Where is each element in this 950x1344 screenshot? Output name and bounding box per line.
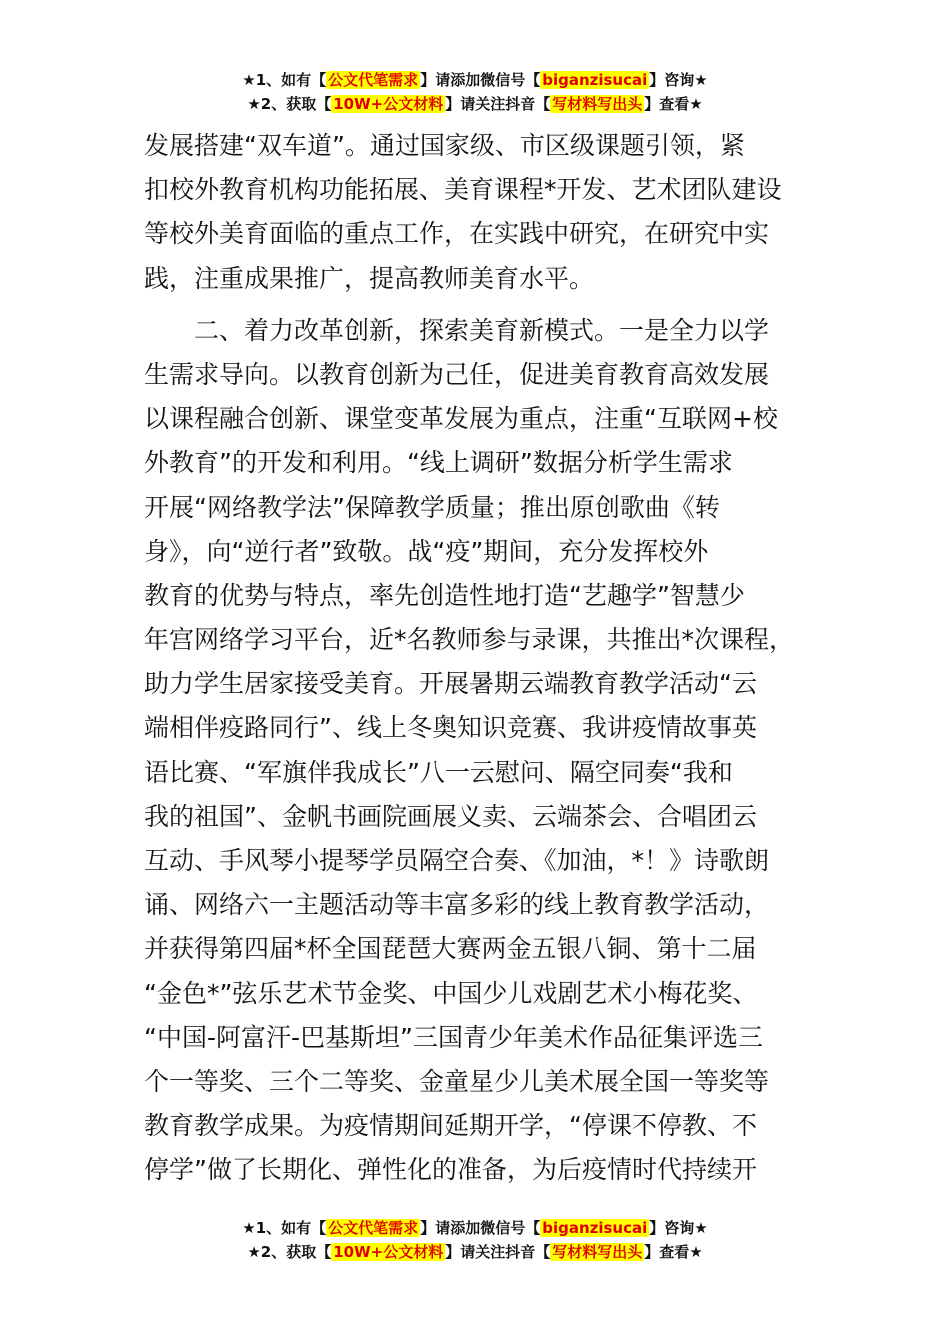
text-line: 践，注重成果推广，提高教师美育水平。 [144,263,595,293]
banner-highlight: biganzisucai [542,71,648,89]
text-line: 等校外美育面临的重点工作，在实践中研究，在研究中实 [144,219,770,249]
text-line: 身》，向“逆行者”致敬。战“疫”期间，充分发挥校外 [144,536,709,566]
banner-text: 】请关注抖音【 [445,1243,551,1261]
text-line: 二、着力改革创新，探索美育新模式。一是全力以学 [194,315,770,345]
banner-line-2 [0,92,950,116]
paragraph-2 [144,309,844,1193]
banner-text: 】请关注抖音【 [445,95,551,113]
header-banner [0,68,950,116]
footer-banner [0,1216,950,1264]
text-line: 并获得第四届*杯全国琵琶大赛两金五银八铜、第十二届 [144,934,757,964]
banner-text: ★2、获取【 [247,1243,332,1261]
text-line: 扣校外教育机构功能拓展、美育课程*开发、艺术团队建设 [144,175,782,205]
banner-highlight: 10W+公文材料 [333,95,444,113]
banner-text: ★2、获取【 [247,95,332,113]
text-line: 停学”做了长期化、弹性化的准备，为后疫情时代持续开 [144,1155,757,1185]
paragraph-gap [144,301,844,309]
banner-text: 】请添加微信号【 [420,71,541,89]
text-line: 发展搭建“双车道”。通过国家级、市区级课题引领，紧 [144,131,745,160]
document-body [144,124,844,1193]
banner-text: 】咨询★ [649,71,708,89]
text-line: 教育的优势与特点，率先创造性地打造“艺趣学”智慧少 [144,580,745,610]
text-line: 开展“网络教学法”保障教学质量；推出原创歌曲《转 [144,492,720,522]
text-line: 我的祖国”、金帆书画院画展义卖、云端茶会、合唱团云 [144,801,757,831]
text-line: 端相伴疫路同行”、线上冬奥知识竞赛、我讲疫情故事英 [144,713,757,743]
banner-text: 】查看★ [644,95,703,113]
banner-highlight: 10W+公文材料 [333,1243,444,1261]
text-line: 互动、手风琴小提琴学员隔空合奏、《加油，*！》诗歌朗 [144,846,770,875]
banner-line-2 [0,1240,950,1264]
banner-highlight: 公文代笔需求 [328,1219,419,1237]
banner-text: ★1、如有【 [242,1219,327,1237]
text-line: 生需求导向。以教育创新为己任，促进美育教育高效发展 [144,359,770,389]
banner-text: 】咨询★ [649,1219,708,1237]
banner-text: 】查看★ [644,1243,703,1261]
text-line: 诵、网络六一主题活动等丰富多彩的线上教育教学活动， [144,890,770,920]
text-line: 以课程融合创新、课堂变革发展为重点，注重“互联网+校 [144,404,778,434]
text-line: “金色*”弦乐艺术节金奖、中国少儿戏剧艺术小梅花奖、 [144,978,758,1008]
text-line: 个一等奖、三个二等奖、金童星少儿美术展全国一等奖等 [144,1066,770,1096]
text-line: “中国-阿富汗-巴基斯坦”三国青少年美术作品征集评选三 [144,1022,763,1052]
banner-highlight: 写材料写出头 [552,95,643,113]
text-line: 助力学生居家接受美育。开展暑期云端教育教学活动“云 [144,669,757,699]
banner-line-1 [0,1216,950,1240]
banner-highlight: 写材料写出头 [552,1243,643,1261]
banner-text: 】请添加微信号【 [420,1219,541,1237]
text-line: 语比赛、“军旗伴我成长”八一云慰问、隔空同奏“我和 [144,757,733,787]
banner-line-1 [0,68,950,92]
banner-highlight: biganzisucai [542,1219,648,1237]
banner-highlight: 公文代笔需求 [328,71,419,89]
paragraph-1 [144,124,844,301]
text-line: 年宫网络学习平台，近*名教师参与录课，共推出*次课程， [144,625,795,655]
text-line: 教育教学成果。为疫情期间延期开学，“停课不停教、不 [144,1111,757,1141]
banner-text: ★1、如有【 [242,71,327,89]
text-line: 外教育”的开发和利用。“线上调研”数据分析学生需求 [144,448,733,478]
